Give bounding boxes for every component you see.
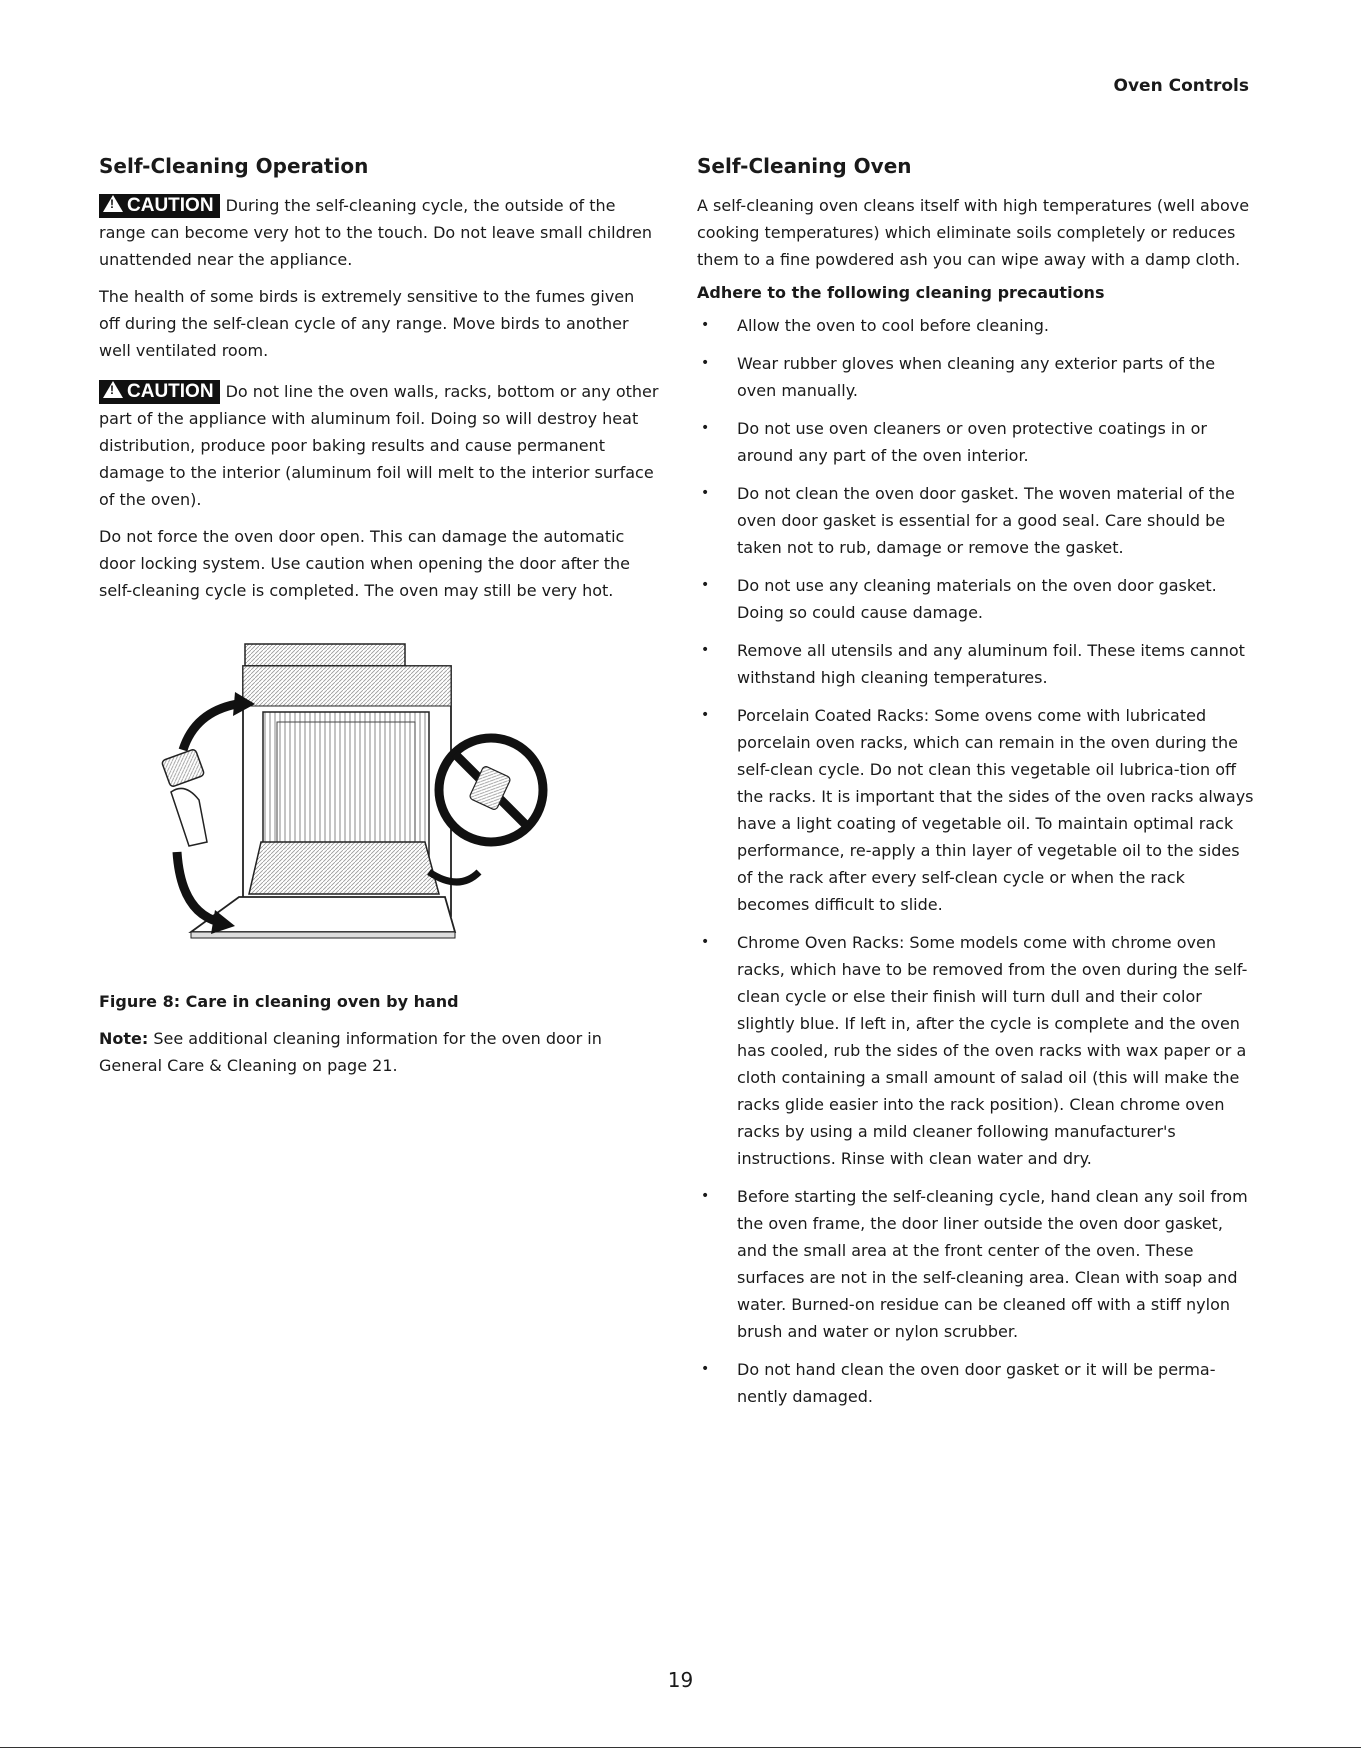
caution-paragraph-1: !CAUTION During the self-cleaning cycle, the outside of the range can become very hot to the touch. Do not leave small children unattended near the appliance. [99,192,659,273]
list-item: • Do not use oven cleaners or oven protective coatings in or around any part of the oven interior. [697,415,1257,469]
birds-paragraph: The health of some birds is extremely sensitive to the fumes given off during the self-clean cycle of any range. Move birds to another well ventilated room. [99,287,635,360]
left-column [99,154,659,1089]
note-paragraph [99,1025,659,1079]
precautions-subheading: Adhere to the following cleaning precautions [697,283,1105,302]
list-item: • Porcelain Coated Racks: Some ovens come with lubricated porcelain oven racks, which can remain in the oven during the self-clean cycle. Do not clean this vegetable oil lubrica-tion off the racks. It is important that the sides of the oven racks always have a light coating of vegetable oil. To maintain optimal rack performance, re-apply a thin layer of vegetable oil to the sides of the rack after every self-clean cycle or when the rack becomes difficult to slide. [697,702,1257,918]
self-cleaning-operation-heading: Self-Cleaning Operation [99,154,369,178]
precautions-list [697,312,1257,1410]
list-item: • Do not hand clean the oven door gasket or it will be perma-nently damaged. [697,1356,1257,1410]
figure-caption: Figure 8: Care in cleaning oven by hand [99,992,459,1011]
right-column [697,154,1257,1421]
self-cleaning-oven-heading: Self-Cleaning Oven [697,154,912,178]
list-item: • Do not clean the oven door gasket. The woven material of the oven door gasket is essential for a good seal. Care should be taken not to rub, damage or remove the gasket. [697,480,1257,561]
caution-badge: !CAUTION [99,380,220,404]
list-item: • Chrome Oven Racks: Some models come with chrome oven racks, which have to be removed from the oven during the self-clean cycle or else their finish will turn dull and their color slightly blue. If left in, after the cycle is complete and the oven has cooled, rub the sides of the oven racks with wax paper or a cloth containing a small amount of salad oil (this will make the racks glide easier into the rack position). Clean chrome oven racks by using a mild cleaner following manufacturer's instructions. Rinse with clean water and dry. [697,929,1257,1172]
warning-triangle-icon [103,195,123,212]
bottom-rule [0,1747,1361,1748]
intro-paragraph: A self-cleaning oven cleans itself with high temperatures (well above cooking temperatures) which eliminate soils completely or reduces them to a fine powdered ash you can wipe away with a damp cloth. [697,196,1250,269]
warning-triangle-icon [103,381,123,398]
oven-illustration [99,642,659,982]
page-number: 19 [667,1668,694,1692]
oven-cleaning-figure [99,642,659,982]
list-item: • Remove all utensils and any aluminum foil. These items cannot withstand high cleaning temperatures. [697,637,1257,691]
note-text: See additional cleaning information for the oven door in General Care & Cleaning on page 21. [99,1029,602,1075]
caution-badge: !CAUTION [99,194,220,218]
list-item: • Before starting the self-cleaning cycle, hand clean any soil from the oven frame, the door liner outside the oven door gasket, and the small area at the front center of the oven. These surfaces are not in the self-cleaning area. Clean with soap and water. Burned-on residue can be cleaned off with a stiff nylon brush and water or nylon scrubber. [697,1183,1257,1345]
list-item: • Do not use any cleaning materials on the oven door gasket. Doing so could cause damage. [697,572,1257,626]
door-paragraph: Do not force the oven door open. This can damage the automatic door locking system. Use caution when opening the door after the self-cleaning cycle is completed. The oven may still be very hot. [99,527,630,600]
section-header: Oven Controls [1113,76,1249,96]
list-item: • Allow the oven to cool before cleaning. [697,312,1257,339]
list-item: • Wear rubber gloves when cleaning any exterior parts of the oven manually. [697,350,1257,404]
caution-paragraph-2: !CAUTION Do not line the oven walls, racks, bottom or any other part of the appliance with aluminum foil. Doing so will destroy heat distribution, produce poor baking results and cause permanent damage to the interior (aluminum foil will melt to the interior surface of the oven). [99,378,659,513]
note-label: Note: [99,1029,149,1048]
